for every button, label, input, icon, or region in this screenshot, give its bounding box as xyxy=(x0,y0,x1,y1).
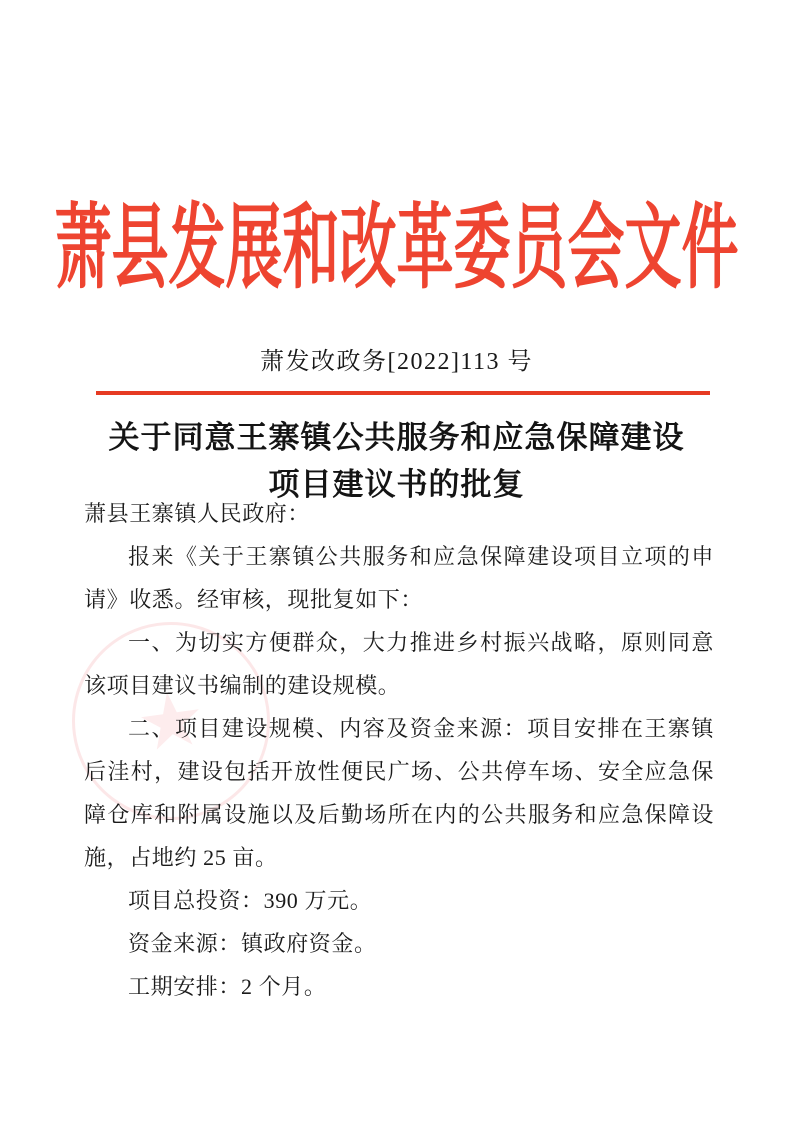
body-paragraph-application-received: 报来《关于王寨镇公共服务和应急保障建设项目立项的申请》收悉。经审核，现批复如下： xyxy=(84,544,714,612)
seal-star-icon: ★ xyxy=(130,671,211,770)
document-number: 萧发改政务[2022]113 号 xyxy=(259,349,534,375)
body-paragraph-total-investment: 项目总投资：390 万元。 xyxy=(128,888,373,913)
body-paragraph-item-two: 二、项目建设规模、内容及资金来源：项目安排在王寨镇后洼村，建设包括开放性便民广场、公共停车场、安全应急保障仓库和附属设施以及后勤场所在内的公共服务和应急保障设施，占地约 25 亩。 xyxy=(84,716,714,870)
red-divider-line xyxy=(96,391,710,395)
document-title-line1: 关于同意王寨镇公共服务和应急保障建设 xyxy=(108,420,685,455)
body-paragraph-funding-source: 资金来源：镇政府资金。 xyxy=(128,931,377,956)
document-title-line2: 项目建议书的批复 xyxy=(268,467,525,502)
salutation: 萧县王寨镇人民政府： xyxy=(84,501,311,526)
body-paragraph-item-one: 一、为切实方便群众，大力推进乡村振兴战略，原则同意该项目建议书编制的建设规模。 xyxy=(84,630,714,698)
document-body xyxy=(84,492,714,1008)
body-paragraph-schedule: 工期安排：2 个月。 xyxy=(128,974,327,999)
letterhead-org-title: 萧县发展和改革委员会文件 xyxy=(54,198,739,301)
